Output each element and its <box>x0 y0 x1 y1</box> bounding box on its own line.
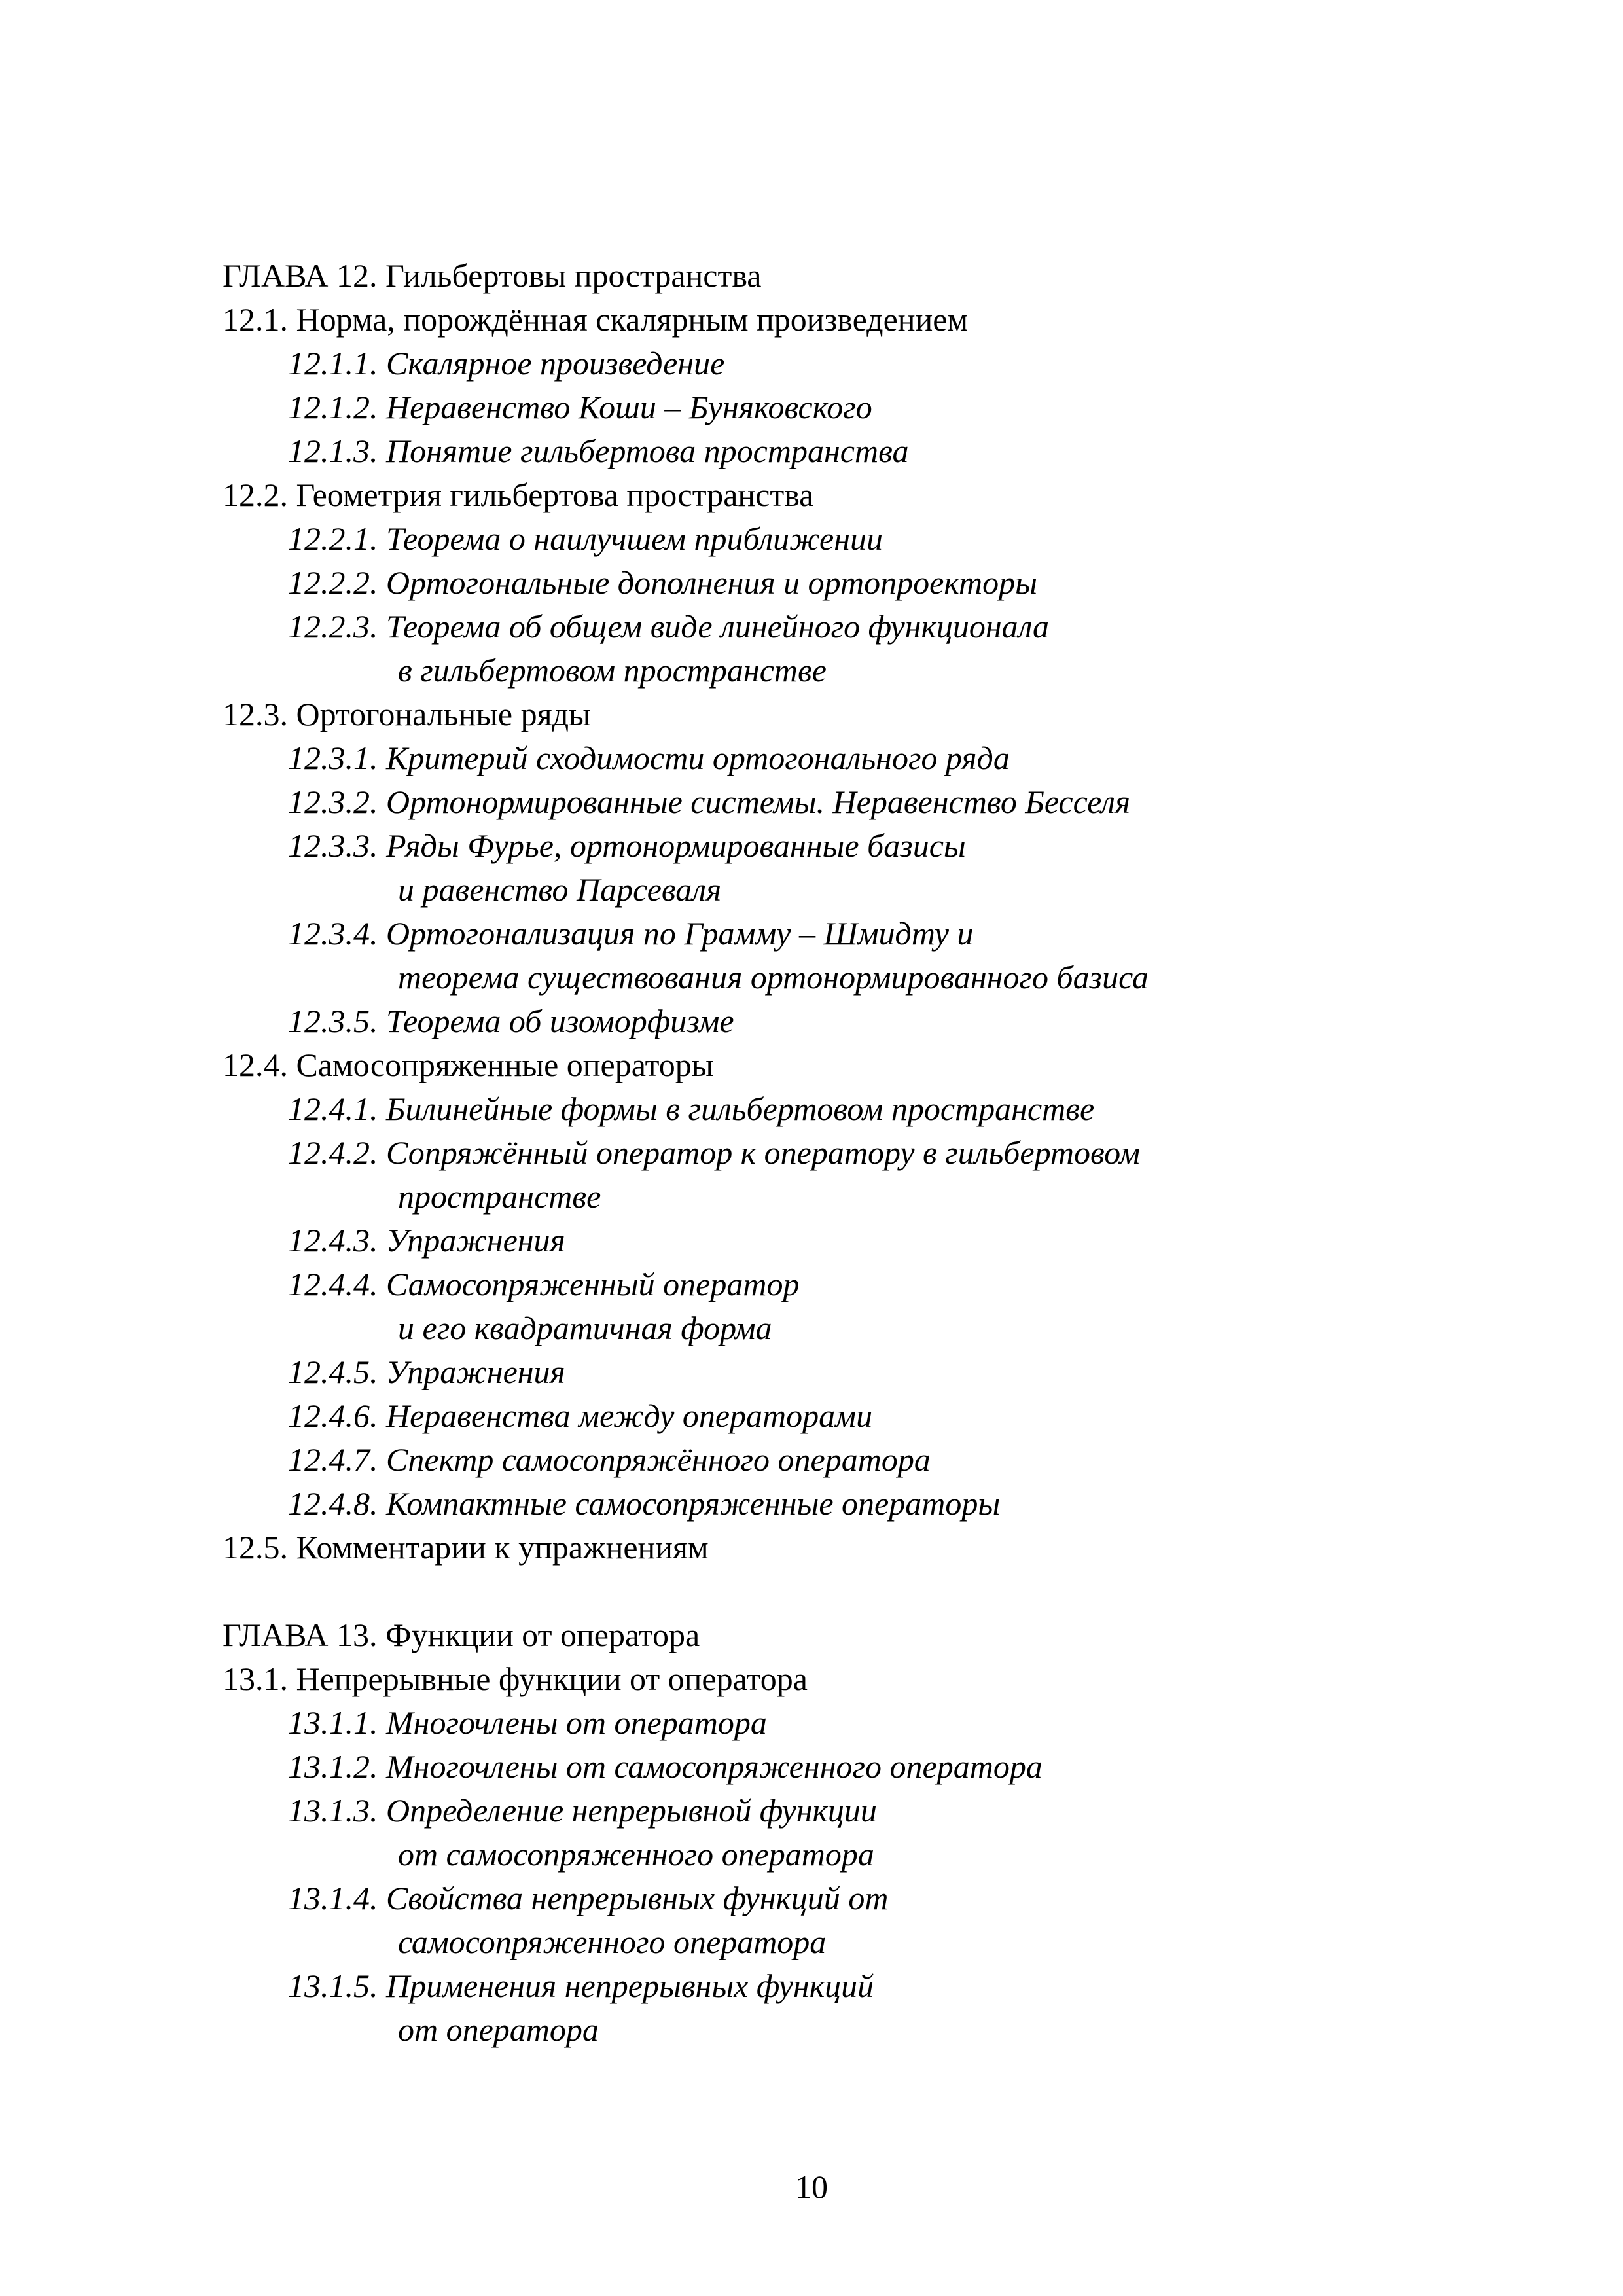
chapter-block <box>223 254 1466 1570</box>
toc-subsection-entry: 13.1.5. Применения непрерывных функций <box>288 1967 874 2004</box>
toc-section-entry: 12.2. Геометрия гильбертова пространства <box>223 476 814 513</box>
toc-entry-continuation: и равенство Парсеваля <box>398 871 722 908</box>
toc-section-entry: 13.1. Непрерывные функции от оператора <box>223 1660 808 1697</box>
toc-entry-continuation: от самосопряженного оператора <box>398 1836 874 1873</box>
toc-entry-continuation: теорема существования ортонормированного базиса <box>398 959 1149 996</box>
toc-subsection-entry: 12.4.8. Компактные самосопряженные операторы <box>288 1485 1001 1522</box>
toc-entry-continuation: и его квадратичная форма <box>398 1310 772 1346</box>
toc-subsection-entry: 12.4.2. Сопряжённый оператор к оператору в гильбертовом <box>288 1134 1141 1171</box>
toc-subsection-entry: 12.4.5. Упражнения <box>288 1354 565 1390</box>
toc-section-entry: 12.4. Самосопряженные операторы <box>223 1047 714 1083</box>
toc-entry-continuation: от оператора <box>398 2011 599 2048</box>
toc-section-entry: 12.1. Норма, порождённая скалярным произведением <box>223 301 969 338</box>
chapter-block <box>223 1613 1466 2052</box>
toc-subsection-entry: 12.4.1. Билинейные формы в гильбертовом пространстве <box>288 1090 1095 1127</box>
toc-entry-continuation: в гильбертовом пространстве <box>398 652 827 689</box>
toc-subsection-entry: 12.2.3. Теорема об общем виде линейного функционала <box>288 608 1050 645</box>
toc-subsection-entry: 12.4.3. Упражнения <box>288 1222 565 1259</box>
table-of-contents <box>223 254 1466 2052</box>
page-number: 10 <box>795 2168 828 2205</box>
toc-subsection-entry: 13.1.4. Свойства непрерывных функций от <box>288 1880 889 1916</box>
toc-subsection-entry: 12.3.4. Ортогонализация по Грамму – Шмидту и <box>288 915 974 952</box>
chapter-title: ГЛАВА 12. Гильбертовы пространства <box>223 257 762 294</box>
chapter-title: ГЛАВА 13. Функции от оператора <box>223 1617 700 1653</box>
toc-subsection-entry: 13.1.2. Многочлены от самосопряженного оператора <box>288 1748 1043 1785</box>
toc-subsection-entry: 12.3.5. Теорема об изоморфизме <box>288 1003 734 1039</box>
toc-subsection-entry: 12.1.2. Неравенство Коши – Буняковского <box>288 389 872 425</box>
toc-subsection-entry: 12.4.7. Спектр самосопряжённого оператора <box>288 1441 931 1478</box>
toc-subsection-entry: 12.3.1. Критерий сходимости ортогонального ряда <box>288 740 1010 776</box>
toc-subsection-entry: 12.2.2. Ортогональные дополнения и ортопроекторы <box>288 564 1038 601</box>
toc-entry-continuation: самосопряженного оператора <box>398 1924 827 1960</box>
toc-subsection-entry: 12.1.1. Скалярное произведение <box>288 345 725 382</box>
toc-subsection-entry: 12.1.3. Понятие гильбертова пространства <box>288 433 909 469</box>
toc-subsection-entry: 13.1.1. Многочлены от оператора <box>288 1704 767 1741</box>
toc-subsection-entry: 12.2.1. Теорема о наилучшем приближении <box>288 520 883 557</box>
toc-subsection-entry: 12.4.4. Самосопряженный оператор <box>288 1266 800 1302</box>
toc-subsection-entry: 12.3.3. Ряды Фурье, ортонормированные базисы <box>288 827 966 864</box>
toc-section-entry: 12.5. Комментарии к упражнениям <box>223 1529 709 1566</box>
toc-subsection-entry: 13.1.3. Определение непрерывной функции <box>288 1792 877 1829</box>
toc-subsection-entry: 12.3.2. Ортонормированные системы. Неравенство Бесселя <box>288 783 1131 820</box>
toc-entry-continuation: пространстве <box>398 1178 601 1215</box>
toc-section-entry: 12.3. Ортогональные ряды <box>223 696 591 732</box>
toc-subsection-entry: 12.4.6. Неравенства между операторами <box>288 1397 873 1434</box>
